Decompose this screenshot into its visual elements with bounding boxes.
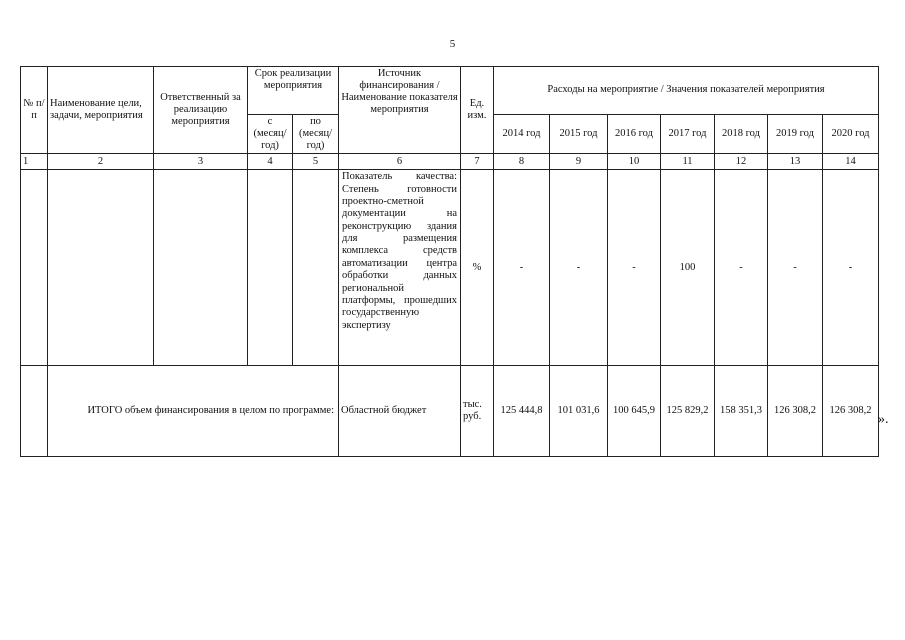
indicator-value: - [608, 170, 661, 366]
header-year: 2018 год [715, 115, 768, 154]
column-number: 7 [461, 154, 494, 170]
column-number: 4 [248, 154, 293, 170]
program-table [20, 66, 879, 457]
total-row [21, 366, 879, 457]
column-number: 14 [823, 154, 879, 170]
total-value: 126 308,2 [823, 366, 879, 457]
column-number-row [21, 154, 879, 170]
column-number: 2 [48, 154, 154, 170]
total-value: 126 308,2 [768, 366, 823, 457]
total-value: 158 351,3 [715, 366, 768, 457]
header-year: 2017 год [661, 115, 715, 154]
header-period: Срок реализации мероприятия [248, 67, 339, 115]
total-value: 101 031,6 [550, 366, 608, 457]
header-period-to: по (месяц/ год) [293, 115, 339, 154]
header-year: 2016 год [608, 115, 661, 154]
header-num: № п/п [21, 67, 48, 154]
column-number: 11 [661, 154, 715, 170]
empty-cell [248, 170, 293, 366]
column-number: 9 [550, 154, 608, 170]
indicator-value: 100 [661, 170, 715, 366]
indicator-unit: % [461, 170, 494, 366]
column-number: 12 [715, 154, 768, 170]
column-number: 6 [339, 154, 461, 170]
indicator-description: Показатель качества: Степень готовности проектно-сметной документации на реконструкцию здания для размещения комплекса средств автоматизации центра обработки данных региональной платформы, прошедших государственную экспертизу [339, 170, 461, 366]
column-number: 10 [608, 154, 661, 170]
empty-cell [293, 170, 339, 366]
indicator-value: - [823, 170, 879, 366]
column-number: 5 [293, 154, 339, 170]
empty-cell [48, 170, 154, 366]
page-number: 5 [449, 38, 456, 50]
header-year: 2014 год [494, 115, 550, 154]
indicator-value: - [494, 170, 550, 366]
indicator-value: - [768, 170, 823, 366]
header-unit: Ед. изм. [461, 67, 494, 154]
closing-quote-mark: ». [878, 412, 889, 427]
empty-cell [21, 170, 48, 366]
column-number: 8 [494, 154, 550, 170]
empty-cell [21, 366, 48, 457]
total-source: Областной бюджет [339, 366, 461, 457]
indicator-row [21, 170, 879, 366]
header-expenses: Расходы на мероприятие / Значения показателей мероприятия [494, 67, 879, 115]
header-name: Наименование цели, задачи, мероприятия [48, 67, 154, 154]
header-source: Источник финансирования / Наименование показателя мероприятия [339, 67, 461, 154]
header-year: 2019 год [768, 115, 823, 154]
total-value: 100 645,9 [608, 366, 661, 457]
header-year: 2020 год [823, 115, 879, 154]
header-row-top [21, 67, 879, 115]
indicator-value: - [715, 170, 768, 366]
total-unit: тыс. руб. [461, 366, 494, 457]
column-number: 3 [154, 154, 248, 170]
column-number: 1 [21, 154, 48, 170]
header-year: 2015 год [550, 115, 608, 154]
column-number: 13 [768, 154, 823, 170]
header-responsible: Ответственный за реализацию мероприятия [154, 67, 248, 154]
total-label: ИТОГО объем финансирования в целом по программе: [48, 366, 339, 457]
total-value: 125 444,8 [494, 366, 550, 457]
header-period-from: с (месяц/ год) [248, 115, 293, 154]
total-value: 125 829,2 [661, 366, 715, 457]
indicator-value: - [550, 170, 608, 366]
empty-cell [154, 170, 248, 366]
